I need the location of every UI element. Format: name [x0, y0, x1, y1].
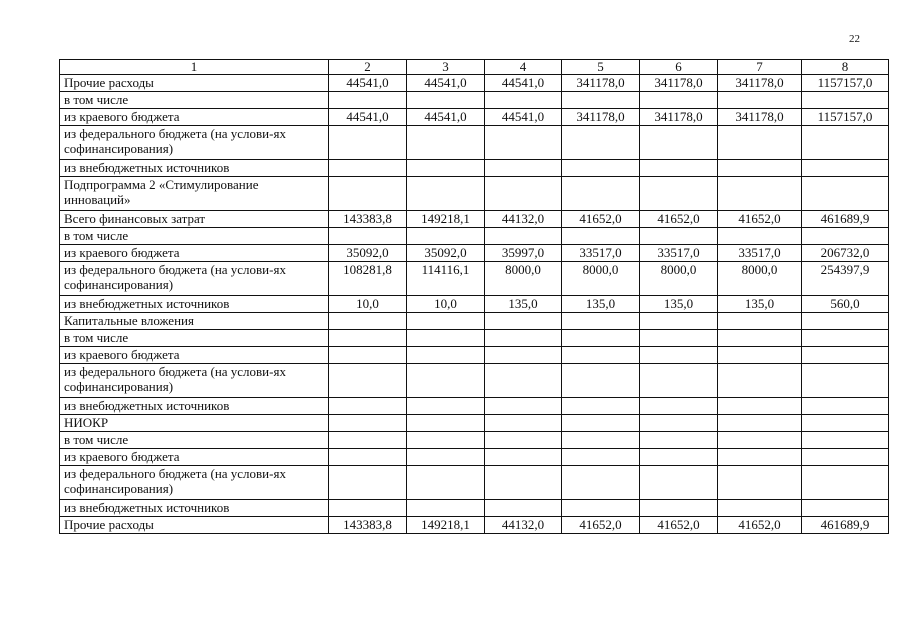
value-cell: [562, 364, 640, 398]
value-cell: [329, 228, 407, 245]
page-number: 22: [849, 33, 860, 45]
value-cell: [485, 92, 562, 109]
value-cell: [718, 228, 802, 245]
value-cell: [802, 347, 889, 364]
value-cell: [562, 432, 640, 449]
column-header: 6: [640, 60, 718, 75]
row-label: из краевого бюджета: [60, 347, 329, 364]
value-cell: [485, 466, 562, 500]
value-cell: [485, 330, 562, 347]
column-header: 8: [802, 60, 889, 75]
value-cell: [485, 415, 562, 432]
value-cell: 44541,0: [485, 75, 562, 92]
value-cell: 8000,0: [562, 262, 640, 296]
value-cell: 1157157,0: [802, 109, 889, 126]
row-label: в том числе: [60, 228, 329, 245]
value-cell: [718, 92, 802, 109]
value-cell: [407, 500, 485, 517]
row-label: Подпрограмма 2 «Стимулирование инноваций»: [60, 177, 329, 211]
value-cell: [562, 92, 640, 109]
value-cell: [802, 500, 889, 517]
value-cell: [407, 347, 485, 364]
value-cell: [718, 313, 802, 330]
value-cell: 8000,0: [718, 262, 802, 296]
value-cell: [802, 466, 889, 500]
table-row: [60, 126, 889, 160]
value-cell: [407, 92, 485, 109]
value-cell: 33517,0: [562, 245, 640, 262]
value-cell: [718, 330, 802, 347]
value-cell: [640, 228, 718, 245]
value-cell: 135,0: [485, 296, 562, 313]
value-cell: [407, 313, 485, 330]
value-cell: [562, 398, 640, 415]
value-cell: [329, 126, 407, 160]
table-row: [60, 500, 889, 517]
value-cell: 10,0: [329, 296, 407, 313]
value-cell: [718, 398, 802, 415]
value-cell: 461689,9: [802, 517, 889, 534]
value-cell: [802, 313, 889, 330]
value-cell: 341178,0: [640, 109, 718, 126]
value-cell: [562, 449, 640, 466]
value-cell: [640, 160, 718, 177]
value-cell: 341178,0: [562, 109, 640, 126]
table-row: [60, 177, 889, 211]
row-label: из внебюджетных источников: [60, 398, 329, 415]
row-label: Прочие расходы: [60, 75, 329, 92]
value-cell: [562, 466, 640, 500]
value-cell: 135,0: [640, 296, 718, 313]
value-cell: [640, 500, 718, 517]
value-cell: [485, 177, 562, 211]
value-cell: [562, 313, 640, 330]
value-cell: 8000,0: [640, 262, 718, 296]
row-label: в том числе: [60, 92, 329, 109]
value-cell: [562, 160, 640, 177]
value-cell: [640, 466, 718, 500]
value-cell: 114116,1: [407, 262, 485, 296]
table-row: [60, 160, 889, 177]
value-cell: 41652,0: [640, 517, 718, 534]
value-cell: 41652,0: [562, 211, 640, 228]
header-row: [60, 60, 889, 75]
row-label: в том числе: [60, 330, 329, 347]
value-cell: [329, 330, 407, 347]
value-cell: [407, 415, 485, 432]
value-cell: 41652,0: [718, 211, 802, 228]
value-cell: [485, 126, 562, 160]
table-row: [60, 75, 889, 92]
value-cell: 44541,0: [485, 109, 562, 126]
value-cell: 560,0: [802, 296, 889, 313]
row-label: из краевого бюджета: [60, 245, 329, 262]
value-cell: 44132,0: [485, 517, 562, 534]
row-label: Капитальные вложения: [60, 313, 329, 330]
value-cell: [802, 126, 889, 160]
row-label: из внебюджетных источников: [60, 296, 329, 313]
value-cell: [718, 160, 802, 177]
value-cell: [485, 364, 562, 398]
table-row: [60, 330, 889, 347]
value-cell: [407, 364, 485, 398]
value-cell: [802, 92, 889, 109]
value-cell: 44541,0: [407, 75, 485, 92]
value-cell: [640, 177, 718, 211]
value-cell: [329, 500, 407, 517]
row-label: в том числе: [60, 432, 329, 449]
row-label: из краевого бюджета: [60, 109, 329, 126]
value-cell: 341178,0: [718, 109, 802, 126]
value-cell: [562, 126, 640, 160]
value-cell: [407, 177, 485, 211]
value-cell: [640, 398, 718, 415]
value-cell: [802, 228, 889, 245]
row-label: НИОКР: [60, 415, 329, 432]
table-row: [60, 398, 889, 415]
value-cell: [329, 415, 407, 432]
table-row: [60, 364, 889, 398]
value-cell: [802, 398, 889, 415]
value-cell: [718, 432, 802, 449]
value-cell: 254397,9: [802, 262, 889, 296]
value-cell: [407, 160, 485, 177]
value-cell: [562, 347, 640, 364]
table-row: [60, 449, 889, 466]
value-cell: [640, 415, 718, 432]
budget-table: [59, 59, 889, 534]
value-cell: [329, 398, 407, 415]
value-cell: [329, 364, 407, 398]
table-row: [60, 211, 889, 228]
value-cell: [485, 398, 562, 415]
value-cell: [329, 160, 407, 177]
value-cell: 149218,1: [407, 211, 485, 228]
value-cell: [640, 126, 718, 160]
value-cell: [640, 313, 718, 330]
value-cell: 41652,0: [640, 211, 718, 228]
value-cell: 44541,0: [329, 109, 407, 126]
value-cell: 341178,0: [640, 75, 718, 92]
value-cell: 35092,0: [329, 245, 407, 262]
value-cell: 33517,0: [718, 245, 802, 262]
value-cell: [640, 347, 718, 364]
value-cell: 1157157,0: [802, 75, 889, 92]
value-cell: [640, 449, 718, 466]
column-header: 3: [407, 60, 485, 75]
value-cell: [329, 177, 407, 211]
value-cell: [407, 228, 485, 245]
value-cell: 44132,0: [485, 211, 562, 228]
row-label: из внебюджетных источников: [60, 500, 329, 517]
value-cell: [485, 449, 562, 466]
table-row: [60, 245, 889, 262]
table-row: [60, 109, 889, 126]
value-cell: [802, 449, 889, 466]
value-cell: [718, 347, 802, 364]
value-cell: [407, 466, 485, 500]
value-cell: [407, 330, 485, 347]
column-header: 7: [718, 60, 802, 75]
value-cell: [718, 126, 802, 160]
row-label: из внебюджетных источников: [60, 160, 329, 177]
column-header: 5: [562, 60, 640, 75]
row-label: из федерального бюджета (на услови-ях софинансирования): [60, 466, 329, 500]
value-cell: [485, 313, 562, 330]
value-cell: [718, 500, 802, 517]
value-cell: 108281,8: [329, 262, 407, 296]
value-cell: [802, 160, 889, 177]
value-cell: 341178,0: [718, 75, 802, 92]
table-row: [60, 517, 889, 534]
table-row: [60, 347, 889, 364]
table-row: [60, 466, 889, 500]
value-cell: [407, 449, 485, 466]
value-cell: [802, 330, 889, 347]
value-cell: [329, 466, 407, 500]
value-cell: [562, 330, 640, 347]
value-cell: [407, 398, 485, 415]
value-cell: 206732,0: [802, 245, 889, 262]
value-cell: [640, 364, 718, 398]
value-cell: [718, 364, 802, 398]
value-cell: 341178,0: [562, 75, 640, 92]
value-cell: [485, 432, 562, 449]
value-cell: [407, 432, 485, 449]
value-cell: [329, 92, 407, 109]
row-label: из федерального бюджета (на услови-ях софинансирования): [60, 262, 329, 296]
value-cell: [407, 126, 485, 160]
row-label: Прочие расходы: [60, 517, 329, 534]
value-cell: 135,0: [562, 296, 640, 313]
value-cell: [718, 177, 802, 211]
value-cell: [329, 347, 407, 364]
value-cell: [640, 432, 718, 449]
value-cell: [562, 228, 640, 245]
value-cell: 149218,1: [407, 517, 485, 534]
table-row: [60, 296, 889, 313]
value-cell: [802, 364, 889, 398]
value-cell: [718, 466, 802, 500]
column-header: 2: [329, 60, 407, 75]
row-label: из федерального бюджета (на услови-ях софинансирования): [60, 364, 329, 398]
table-row: [60, 415, 889, 432]
value-cell: 41652,0: [562, 517, 640, 534]
row-label: Всего финансовых затрат: [60, 211, 329, 228]
table-row: [60, 92, 889, 109]
table-row: [60, 228, 889, 245]
value-cell: 41652,0: [718, 517, 802, 534]
value-cell: [562, 177, 640, 211]
value-cell: 35092,0: [407, 245, 485, 262]
value-cell: [485, 500, 562, 517]
table-row: [60, 313, 889, 330]
row-label: из краевого бюджета: [60, 449, 329, 466]
value-cell: 10,0: [407, 296, 485, 313]
value-cell: [802, 177, 889, 211]
value-cell: [329, 449, 407, 466]
column-header: 4: [485, 60, 562, 75]
value-cell: [562, 500, 640, 517]
value-cell: 44541,0: [407, 109, 485, 126]
value-cell: 143383,8: [329, 211, 407, 228]
value-cell: 143383,8: [329, 517, 407, 534]
value-cell: [329, 432, 407, 449]
value-cell: 35997,0: [485, 245, 562, 262]
value-cell: [640, 330, 718, 347]
value-cell: [640, 92, 718, 109]
value-cell: 33517,0: [640, 245, 718, 262]
value-cell: 44541,0: [329, 75, 407, 92]
table-row: [60, 262, 889, 296]
value-cell: 461689,9: [802, 211, 889, 228]
table-row: [60, 432, 889, 449]
value-cell: [562, 415, 640, 432]
value-cell: 135,0: [718, 296, 802, 313]
value-cell: [802, 415, 889, 432]
value-cell: [718, 415, 802, 432]
column-header: 1: [60, 60, 329, 75]
value-cell: [329, 313, 407, 330]
value-cell: 8000,0: [485, 262, 562, 296]
value-cell: [485, 160, 562, 177]
value-cell: [485, 228, 562, 245]
value-cell: [802, 432, 889, 449]
row-label: из федерального бюджета (на услови-ях софинансирования): [60, 126, 329, 160]
value-cell: [485, 347, 562, 364]
value-cell: [718, 449, 802, 466]
